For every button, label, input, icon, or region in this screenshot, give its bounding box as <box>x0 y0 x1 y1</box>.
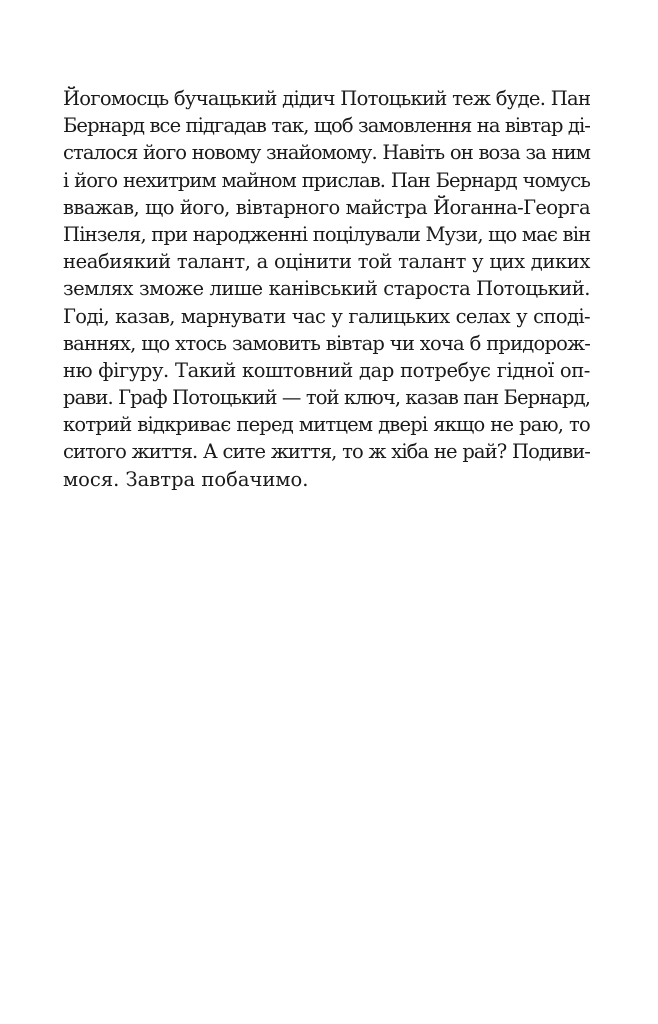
paragraph-line: землях зможе лише канівський староста Потоцький. <box>63 277 590 301</box>
paragraph-line: ню фігуру. Такий коштовний дар потребує гідної оп- <box>63 358 590 382</box>
body-paragraph <box>63 85 590 493</box>
paragraph-line: Йогомосць бучацький дідич Потоцький теж буде. Пан <box>63 87 591 110</box>
paragraph-line: ваннях, що хтось замовить вівтар чи хоча б придорож- <box>63 331 590 355</box>
paragraph-line: Годі, казав, марнувати час у галицьких селах у сподi- <box>63 304 590 328</box>
paragraph-line: котрий відкриває перед митцем двері якщо не раю, то <box>63 413 590 437</box>
paragraph-line: Пінзеля, при народженні поцілували Музи, що має він <box>63 222 591 246</box>
paragraph-line: і його нехитрим майном прислав. Пан Бернард чомусь <box>63 168 590 192</box>
paragraph-line: сталося його новому знайомому. Навіть он воза за ним <box>63 141 590 165</box>
paragraph-line: Бернард все підгадав так, щоб замовлення на вівтар ді- <box>63 114 590 138</box>
paragraph-line: неабиякий талант, а оцінити той талант у цих диких <box>63 250 590 274</box>
paragraph-line: вважав, що його, вівтарного майстра Йоганна-Георга <box>63 195 590 219</box>
paragraph-line: ситого життя. А сите життя, то ж хіба не рай? Подиви- <box>63 440 590 464</box>
paragraph-line: рави. Граф Потоцький — той ключ, казав пан Бернард, <box>63 386 590 410</box>
paragraph-line: мося. Завтра побачимо. <box>63 467 309 491</box>
